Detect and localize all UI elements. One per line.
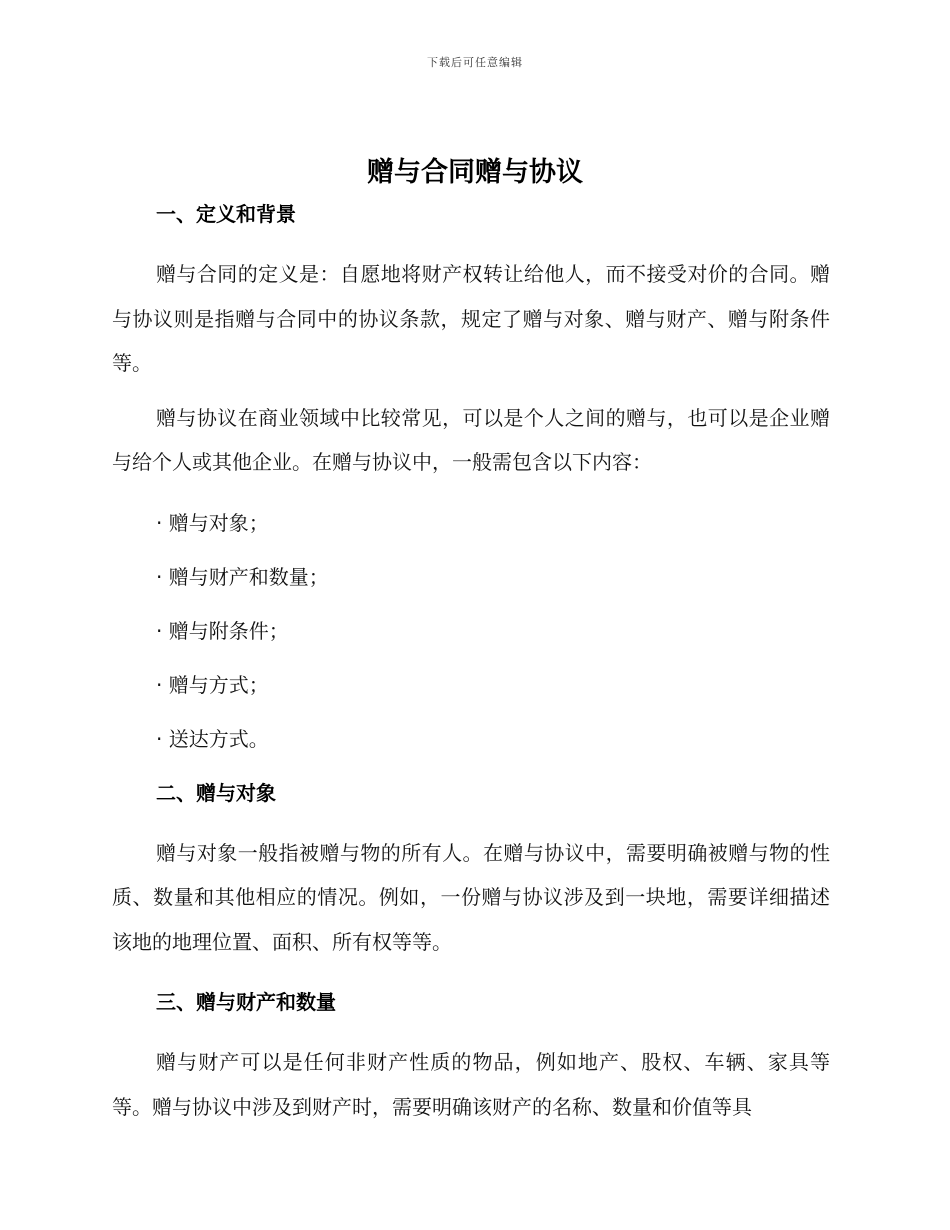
document-body (112, 198, 830, 1129)
paragraph-gift-property: 赠与财产可以是任何非财产性质的物品，例如地产、股权、车辆、家具等等。赠与协议中涉及到财产时，需要明确该财产的名称、数量和价值等具 (112, 1050, 830, 1119)
list-item-delivery-method: · 送达方式。 (156, 726, 269, 751)
list-item-gift-property: · 赠与财产和数量； (156, 564, 329, 589)
paragraph-background: 赠与协议在商业领域中比较常见，可以是个人之间的赠与，也可以是企业赠与给个人或其他企业。在赠与协议中，一般需包含以下内容： (112, 405, 830, 474)
section-heading-gift-object: 二、赠与对象 (156, 780, 276, 805)
paragraph-definition: 赠与合同的定义是：自愿地将财产权转让给他人，而不接受对价的合同。赠与协议则是指赠与合同中的协议条款，规定了赠与对象、赠与财产、赠与附条件等。 (112, 262, 830, 375)
section-heading-gift-property: 三、赠与财产和数量 (156, 990, 336, 1014)
list-item-gift-object: · 赠与对象； (156, 510, 269, 535)
list-item-gift-conditions: · 赠与附条件； (156, 618, 289, 643)
paragraph-gift-object: 赠与对象一般指被赠与物的所有人。在赠与协议中，需要明确被赠与物的性质、数量和其他相应的情况。例如，一份赠与协议涉及到一块地，需要详细描述该地的地理位置、面积、所有权等等。 (112, 840, 830, 954)
list-item-gift-method: · 赠与方式； (156, 672, 269, 697)
document-title: 赠与合同赠与协议 (367, 157, 583, 188)
section-heading-definition: 一、定义和背景 (156, 202, 296, 226)
page-header: 下载后可任意编辑 (427, 56, 523, 69)
